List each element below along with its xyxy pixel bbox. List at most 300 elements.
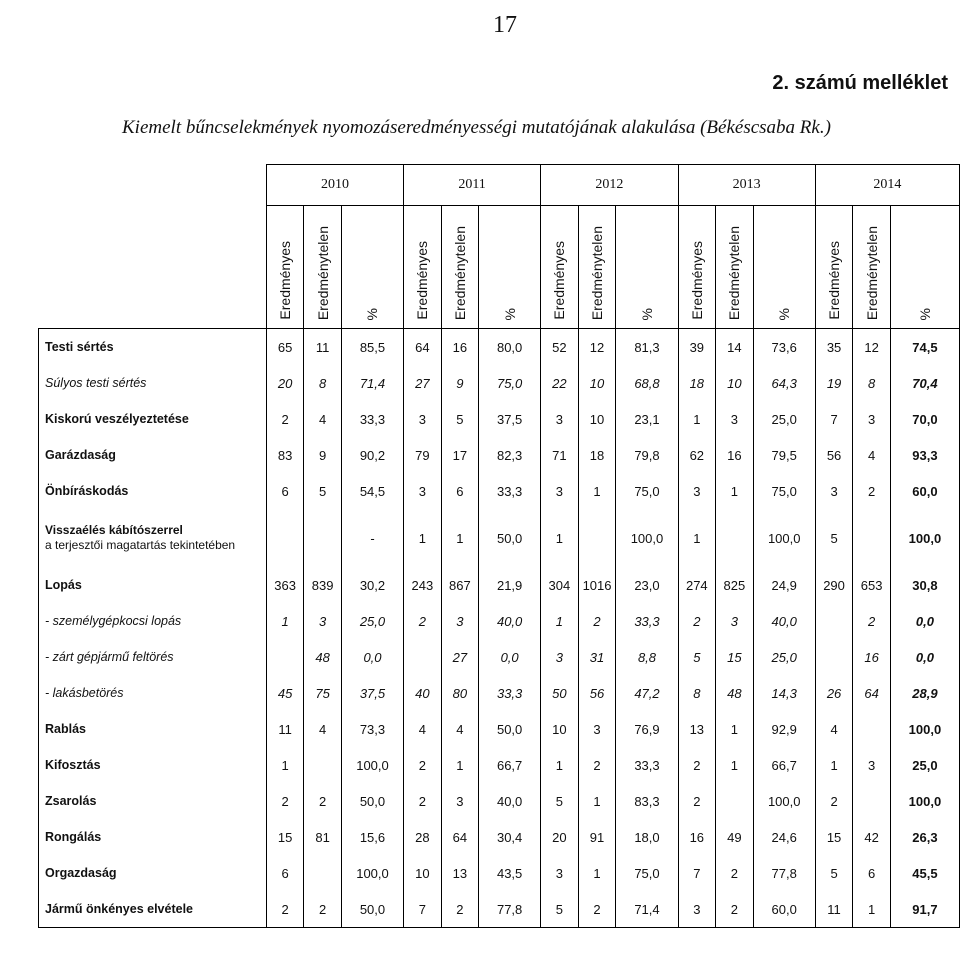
table-cell: 66,7 bbox=[479, 747, 541, 783]
table-cell: 37,5 bbox=[341, 675, 403, 711]
table-cell: 363 bbox=[266, 567, 304, 603]
table-cell: 33,3 bbox=[479, 473, 541, 509]
table-cell: 2 bbox=[678, 603, 716, 639]
table-cell: 13 bbox=[441, 855, 479, 891]
table-cell: 1 bbox=[266, 603, 304, 639]
year-header-2011: 2011 bbox=[404, 165, 541, 206]
table-cell: 80 bbox=[441, 675, 479, 711]
subheader-label: Eredményes bbox=[414, 241, 431, 320]
subheader-eredményes bbox=[404, 206, 442, 329]
table-cell: 7 bbox=[815, 401, 853, 437]
table-cell: 12 bbox=[853, 329, 891, 366]
table-row bbox=[39, 747, 960, 783]
table-cell: 45,5 bbox=[890, 855, 959, 891]
table-cell: 70,4 bbox=[890, 365, 959, 401]
table-cell: 42 bbox=[853, 819, 891, 855]
table-cell: 10 bbox=[404, 855, 442, 891]
subheader-eredménytelen bbox=[853, 206, 891, 329]
statistics-table bbox=[38, 164, 960, 928]
year-header-2014: 2014 bbox=[815, 165, 959, 206]
table-cell: 16 bbox=[853, 639, 891, 675]
table-cell: 3 bbox=[441, 603, 479, 639]
table-cell: 85,5 bbox=[341, 329, 403, 366]
table-row bbox=[39, 509, 960, 567]
subheader-percent bbox=[341, 206, 403, 329]
table-cell: 91 bbox=[578, 819, 616, 855]
table-cell: 2 bbox=[853, 603, 891, 639]
table-cell: 2 bbox=[404, 783, 442, 819]
table-cell: 2 bbox=[815, 783, 853, 819]
table-cell: 3 bbox=[441, 783, 479, 819]
table-cell: 65 bbox=[266, 329, 304, 366]
table-cell: 40,0 bbox=[479, 603, 541, 639]
table-cell: 1 bbox=[716, 711, 754, 747]
table-cell: 0,0 bbox=[341, 639, 403, 675]
table-cell: 79 bbox=[404, 437, 442, 473]
row-label-detail: a terjesztői magatartás tekintetében bbox=[45, 538, 236, 552]
table-cell: 3 bbox=[404, 401, 442, 437]
table-cell: 3 bbox=[578, 711, 616, 747]
table-row bbox=[39, 891, 960, 928]
table-cell: 75,0 bbox=[616, 855, 678, 891]
table-cell: 5 bbox=[678, 639, 716, 675]
subheader-corner bbox=[39, 206, 267, 329]
table-cell: 2 bbox=[578, 891, 616, 928]
subheader-label: % bbox=[916, 307, 933, 320]
subheader-eredményes bbox=[815, 206, 853, 329]
row-label: Lopás bbox=[39, 567, 267, 603]
table-row bbox=[39, 473, 960, 509]
table-cell: 2 bbox=[678, 783, 716, 819]
table-cell: 3 bbox=[716, 401, 754, 437]
table-cell bbox=[404, 639, 442, 675]
table-cell: 8 bbox=[678, 675, 716, 711]
table-cell: 91,7 bbox=[890, 891, 959, 928]
table-cell: 839 bbox=[304, 567, 342, 603]
table-cell: 40,0 bbox=[753, 603, 815, 639]
year-header-2010: 2010 bbox=[266, 165, 403, 206]
table-cell: 4 bbox=[853, 437, 891, 473]
table-cell: 73,6 bbox=[753, 329, 815, 366]
table-cell: 2 bbox=[266, 783, 304, 819]
table-cell: 3 bbox=[716, 603, 754, 639]
table-cell: 70,0 bbox=[890, 401, 959, 437]
table-row bbox=[39, 855, 960, 891]
table-cell: 4 bbox=[304, 401, 342, 437]
table-cell: 90,2 bbox=[341, 437, 403, 473]
table-cell: 7 bbox=[678, 855, 716, 891]
subheader-eredményes bbox=[266, 206, 304, 329]
table-cell: 76,9 bbox=[616, 711, 678, 747]
table-row bbox=[39, 675, 960, 711]
table-cell: 3 bbox=[853, 747, 891, 783]
row-label: Orgazdaság bbox=[39, 855, 267, 891]
table-cell: 653 bbox=[853, 567, 891, 603]
table-cell: 33,3 bbox=[341, 401, 403, 437]
subheader-label: % bbox=[364, 307, 381, 320]
table-cell: 60,0 bbox=[753, 891, 815, 928]
table-cell: 60,0 bbox=[890, 473, 959, 509]
table-cell: 1 bbox=[853, 891, 891, 928]
table-cell: 14,3 bbox=[753, 675, 815, 711]
table-cell: 30,4 bbox=[479, 819, 541, 855]
table-cell: 3 bbox=[541, 639, 579, 675]
table-cell: 2 bbox=[404, 603, 442, 639]
table-cell: 2 bbox=[716, 855, 754, 891]
table-cell: 71 bbox=[541, 437, 579, 473]
table-cell bbox=[853, 783, 891, 819]
table-cell: 10 bbox=[578, 401, 616, 437]
row-label: Testi sértés bbox=[39, 329, 267, 366]
table-cell: 30,2 bbox=[341, 567, 403, 603]
table-cell: 13 bbox=[678, 711, 716, 747]
table-cell: 1 bbox=[578, 473, 616, 509]
table-cell: 30,8 bbox=[890, 567, 959, 603]
table-cell: 37,5 bbox=[479, 401, 541, 437]
table-cell: 6 bbox=[266, 473, 304, 509]
table-cell: 3 bbox=[815, 473, 853, 509]
table-cell: 1 bbox=[578, 783, 616, 819]
row-label: Jármű önkényes elvétele bbox=[39, 891, 267, 928]
table-cell: 5 bbox=[815, 509, 853, 567]
table-cell: 75,0 bbox=[753, 473, 815, 509]
subheader-label: Eredménytelen bbox=[314, 225, 331, 320]
table-cell: 48 bbox=[304, 639, 342, 675]
table-cell: 47,2 bbox=[616, 675, 678, 711]
document-subtitle: Kiemelt bűncselekmények nyomozáseredményességi mutatójának alakulása (Békéscsaba Rk.) bbox=[122, 117, 831, 138]
table-row bbox=[39, 711, 960, 747]
table-cell: 243 bbox=[404, 567, 442, 603]
subheader-percent bbox=[753, 206, 815, 329]
subheader-label: Eredménytelen bbox=[589, 225, 606, 320]
table-cell: 25,0 bbox=[890, 747, 959, 783]
table-row bbox=[39, 329, 960, 366]
table-cell: 304 bbox=[541, 567, 579, 603]
subheader-label: % bbox=[638, 307, 655, 320]
table-cell: 5 bbox=[815, 855, 853, 891]
header-corner bbox=[39, 165, 267, 206]
table-cell: 6 bbox=[266, 855, 304, 891]
subheader-row bbox=[39, 206, 960, 329]
table-cell bbox=[853, 711, 891, 747]
table-row bbox=[39, 365, 960, 401]
table-cell: 0,0 bbox=[479, 639, 541, 675]
table-cell: 2 bbox=[716, 891, 754, 928]
row-label: - lakásbetörés bbox=[39, 675, 267, 711]
table-cell: 10 bbox=[716, 365, 754, 401]
subheader-label: Eredményes bbox=[826, 241, 843, 320]
table-cell: 93,3 bbox=[890, 437, 959, 473]
table-cell: 8,8 bbox=[616, 639, 678, 675]
table-cell: 0,0 bbox=[890, 603, 959, 639]
table-cell: 4 bbox=[815, 711, 853, 747]
table-cell: 15 bbox=[266, 819, 304, 855]
table-cell: 40,0 bbox=[479, 783, 541, 819]
table-cell: 3 bbox=[541, 401, 579, 437]
table-cell bbox=[815, 639, 853, 675]
table-cell: 33,3 bbox=[616, 603, 678, 639]
table-cell: 20 bbox=[266, 365, 304, 401]
table-cell: 40 bbox=[404, 675, 442, 711]
table-cell: 1 bbox=[266, 747, 304, 783]
table-cell: 3 bbox=[678, 473, 716, 509]
table-cell: 66,7 bbox=[753, 747, 815, 783]
table-cell: 1 bbox=[716, 473, 754, 509]
table-cell: 82,3 bbox=[479, 437, 541, 473]
table-cell: 26 bbox=[815, 675, 853, 711]
table-cell: 0,0 bbox=[890, 639, 959, 675]
row-label: - személygépkocsi lopás bbox=[39, 603, 267, 639]
table-cell: 74,5 bbox=[890, 329, 959, 366]
table-cell: 16 bbox=[441, 329, 479, 366]
table-cell: 290 bbox=[815, 567, 853, 603]
table-cell: 1 bbox=[815, 747, 853, 783]
table-cell: 75 bbox=[304, 675, 342, 711]
table-cell: 56 bbox=[578, 675, 616, 711]
table-cell: 71,4 bbox=[616, 891, 678, 928]
table-cell: 20 bbox=[541, 819, 579, 855]
table-cell: 2 bbox=[853, 473, 891, 509]
table-cell: 14 bbox=[716, 329, 754, 366]
table-cell: 26,3 bbox=[890, 819, 959, 855]
table-cell: 81,3 bbox=[616, 329, 678, 366]
table-cell: 9 bbox=[441, 365, 479, 401]
table-cell: 64 bbox=[853, 675, 891, 711]
table-row bbox=[39, 819, 960, 855]
table-cell: 18 bbox=[578, 437, 616, 473]
table-cell: 83,3 bbox=[616, 783, 678, 819]
subheader-eredményes bbox=[541, 206, 579, 329]
table-cell: 1016 bbox=[578, 567, 616, 603]
table-cell: 31 bbox=[578, 639, 616, 675]
table-cell: 33,3 bbox=[616, 747, 678, 783]
table-cell bbox=[578, 509, 616, 567]
table-cell: 10 bbox=[578, 365, 616, 401]
table-cell: 19 bbox=[815, 365, 853, 401]
table-cell: 16 bbox=[716, 437, 754, 473]
subheader-eredménytelen bbox=[578, 206, 616, 329]
table-cell: 24,9 bbox=[753, 567, 815, 603]
table-cell: 3 bbox=[853, 401, 891, 437]
table-cell: 2 bbox=[266, 891, 304, 928]
table-cell: 3 bbox=[678, 891, 716, 928]
table-cell: 100,0 bbox=[341, 855, 403, 891]
table-cell: 77,8 bbox=[479, 891, 541, 928]
table-cell: 1 bbox=[541, 509, 579, 567]
subheader-eredménytelen bbox=[304, 206, 342, 329]
table-cell: 56 bbox=[815, 437, 853, 473]
table-row bbox=[39, 783, 960, 819]
table-cell: 79,5 bbox=[753, 437, 815, 473]
table-cell: 28,9 bbox=[890, 675, 959, 711]
table-cell: - bbox=[341, 509, 403, 567]
table-cell: 1 bbox=[578, 855, 616, 891]
table-cell: 1 bbox=[678, 401, 716, 437]
year-header-row bbox=[39, 165, 960, 206]
subheader-label: Eredményes bbox=[551, 241, 568, 320]
table-cell bbox=[304, 855, 342, 891]
table-cell: 75,0 bbox=[616, 473, 678, 509]
annex-title: 2. számú melléklet bbox=[772, 72, 948, 94]
table-cell: 18,0 bbox=[616, 819, 678, 855]
table-cell: 1 bbox=[716, 747, 754, 783]
subheader-label: Eredménytelen bbox=[451, 225, 468, 320]
table-cell: 1 bbox=[541, 747, 579, 783]
table-cell: 48 bbox=[716, 675, 754, 711]
table-cell: 4 bbox=[441, 711, 479, 747]
table-cell: 25,0 bbox=[753, 401, 815, 437]
table-cell: 22 bbox=[541, 365, 579, 401]
table-cell: 11 bbox=[266, 711, 304, 747]
table-cell: 50 bbox=[541, 675, 579, 711]
table-cell: 77,8 bbox=[753, 855, 815, 891]
table-cell bbox=[716, 509, 754, 567]
table-cell: 71,4 bbox=[341, 365, 403, 401]
row-label: Garázdaság bbox=[39, 437, 267, 473]
row-label: - zárt gépjármű feltörés bbox=[39, 639, 267, 675]
table-cell: 8 bbox=[853, 365, 891, 401]
table-cell: 92,9 bbox=[753, 711, 815, 747]
table-cell: 33,3 bbox=[479, 675, 541, 711]
table-cell: 39 bbox=[678, 329, 716, 366]
table-cell: 1 bbox=[441, 509, 479, 567]
table-cell: 1 bbox=[678, 509, 716, 567]
row-label: Önbíráskodás bbox=[39, 473, 267, 509]
table-cell: 100,0 bbox=[341, 747, 403, 783]
table-cell: 3 bbox=[541, 855, 579, 891]
table-cell: 3 bbox=[404, 473, 442, 509]
row-label: Zsarolás bbox=[39, 783, 267, 819]
table-cell: 28 bbox=[404, 819, 442, 855]
table-cell: 100,0 bbox=[890, 783, 959, 819]
row-label: Súlyos testi sértés bbox=[39, 365, 267, 401]
table-cell: 54,5 bbox=[341, 473, 403, 509]
table-cell: 23,1 bbox=[616, 401, 678, 437]
table-cell: 11 bbox=[815, 891, 853, 928]
table-cell: 6 bbox=[853, 855, 891, 891]
table-cell: 2 bbox=[404, 747, 442, 783]
subheader-eredményes bbox=[678, 206, 716, 329]
year-header-2012: 2012 bbox=[541, 165, 678, 206]
table-cell: 8 bbox=[304, 365, 342, 401]
table-cell: 81 bbox=[304, 819, 342, 855]
table-cell: 2 bbox=[678, 747, 716, 783]
table-cell bbox=[815, 603, 853, 639]
table-cell: 867 bbox=[441, 567, 479, 603]
table-cell bbox=[853, 509, 891, 567]
table-cell: 52 bbox=[541, 329, 579, 366]
table-cell: 49 bbox=[716, 819, 754, 855]
table-cell: 5 bbox=[541, 891, 579, 928]
table-cell: 2 bbox=[441, 891, 479, 928]
table-cell: 3 bbox=[541, 473, 579, 509]
table-cell: 17 bbox=[441, 437, 479, 473]
subheader-label: Eredménytelen bbox=[863, 225, 880, 320]
table-cell: 50,0 bbox=[479, 711, 541, 747]
table-row bbox=[39, 639, 960, 675]
table-cell: 7 bbox=[404, 891, 442, 928]
row-label: Rongálás bbox=[39, 819, 267, 855]
table-cell: 24,6 bbox=[753, 819, 815, 855]
table-cell bbox=[304, 509, 342, 567]
table-cell: 25,0 bbox=[753, 639, 815, 675]
table-cell: 83 bbox=[266, 437, 304, 473]
table-cell: 15,6 bbox=[341, 819, 403, 855]
subheader-eredménytelen bbox=[716, 206, 754, 329]
row-label: Kifosztás bbox=[39, 747, 267, 783]
table-cell: 64 bbox=[441, 819, 479, 855]
table-cell: 75,0 bbox=[479, 365, 541, 401]
subheader-label: % bbox=[501, 307, 518, 320]
table-cell: 100,0 bbox=[753, 509, 815, 567]
table-cell: 27 bbox=[404, 365, 442, 401]
table-cell: 16 bbox=[678, 819, 716, 855]
table-cell: 3 bbox=[304, 603, 342, 639]
table-cell: 15 bbox=[716, 639, 754, 675]
table-cell: 50,0 bbox=[341, 783, 403, 819]
subheader-percent bbox=[479, 206, 541, 329]
table-row bbox=[39, 603, 960, 639]
table-row bbox=[39, 437, 960, 473]
table-cell: 15 bbox=[815, 819, 853, 855]
table-cell: 100,0 bbox=[890, 509, 959, 567]
table-cell: 6 bbox=[441, 473, 479, 509]
table-cell: 2 bbox=[304, 891, 342, 928]
table-cell: 23,0 bbox=[616, 567, 678, 603]
table-cell: 100,0 bbox=[753, 783, 815, 819]
table-cell bbox=[716, 783, 754, 819]
table-cell: 2 bbox=[578, 747, 616, 783]
table-cell: 2 bbox=[578, 603, 616, 639]
table-cell bbox=[266, 509, 304, 567]
table-cell: 21,9 bbox=[479, 567, 541, 603]
subheader-eredménytelen bbox=[441, 206, 479, 329]
row-label bbox=[39, 509, 267, 567]
table-cell: 73,3 bbox=[341, 711, 403, 747]
subheader-label: % bbox=[776, 307, 793, 320]
table-cell: 27 bbox=[441, 639, 479, 675]
row-label-main: Visszaélés kábítószerrel bbox=[45, 523, 183, 537]
table-cell: 35 bbox=[815, 329, 853, 366]
table-cell: 825 bbox=[716, 567, 754, 603]
table-cell: 2 bbox=[304, 783, 342, 819]
table-cell: 274 bbox=[678, 567, 716, 603]
table-cell bbox=[266, 639, 304, 675]
table-cell: 11 bbox=[304, 329, 342, 366]
subheader-label: Eredményes bbox=[688, 241, 705, 320]
table-cell: 1 bbox=[541, 603, 579, 639]
table-cell: 9 bbox=[304, 437, 342, 473]
table-cell: 2 bbox=[266, 401, 304, 437]
table-cell: 10 bbox=[541, 711, 579, 747]
table-cell: 1 bbox=[441, 747, 479, 783]
subheader-percent bbox=[890, 206, 959, 329]
table-cell: 5 bbox=[541, 783, 579, 819]
table-cell: 79,8 bbox=[616, 437, 678, 473]
table-cell: 5 bbox=[304, 473, 342, 509]
table-cell: 25,0 bbox=[341, 603, 403, 639]
table-cell: 100,0 bbox=[890, 711, 959, 747]
table-cell: 18 bbox=[678, 365, 716, 401]
table-cell: 5 bbox=[441, 401, 479, 437]
page-number: 17 bbox=[493, 12, 517, 38]
year-header-2013: 2013 bbox=[678, 165, 815, 206]
table-cell: 4 bbox=[404, 711, 442, 747]
table-cell: 50,0 bbox=[341, 891, 403, 928]
table-row bbox=[39, 401, 960, 437]
table-cell: 62 bbox=[678, 437, 716, 473]
row-label: Kiskorú veszélyeztetése bbox=[39, 401, 267, 437]
